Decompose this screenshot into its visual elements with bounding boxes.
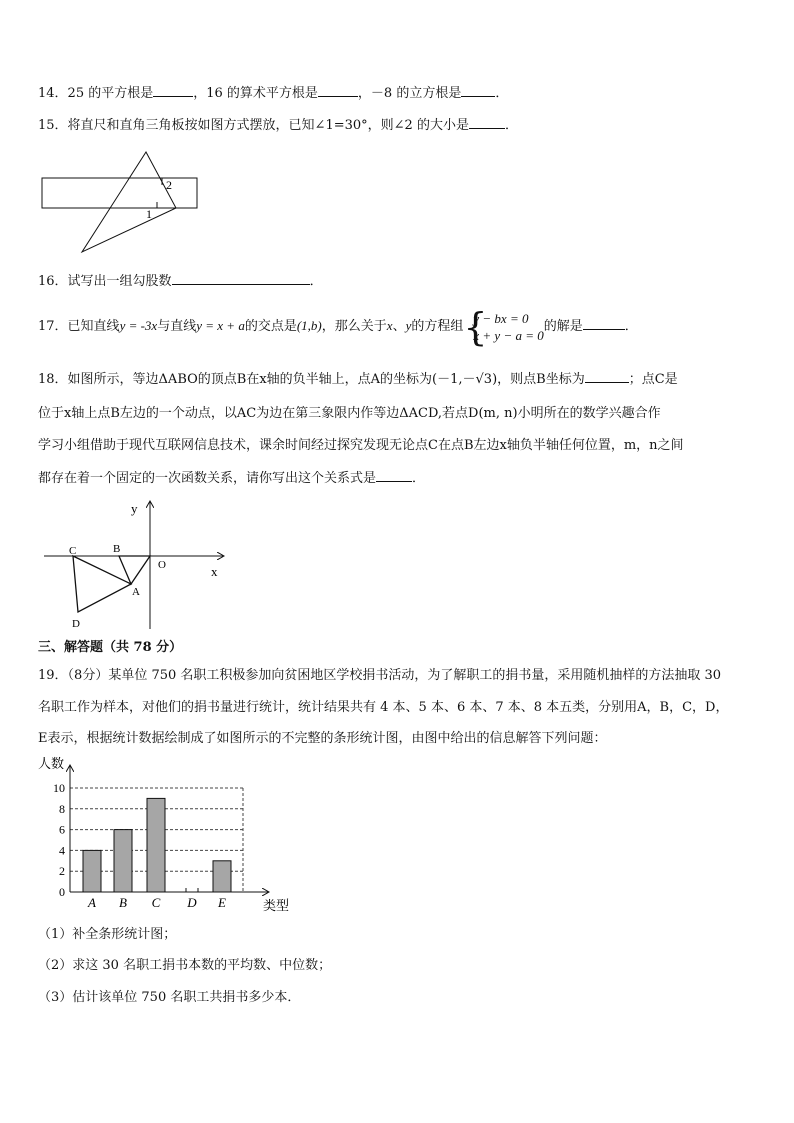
- y-tick-label: 4: [59, 843, 65, 858]
- svg-text:y: y: [131, 501, 138, 516]
- answer-blank: [583, 315, 625, 330]
- question-19-line3: E表示，根据统计数据绘制成了如图所示的不完整的条形统计图，由图中给出的信息解答下列问题：: [38, 731, 607, 746]
- bar-E: [213, 861, 231, 892]
- question-18-line4: 都存在着一个固定的一次函数关系，请你写出这个关系式是 ．: [38, 467, 425, 489]
- question-14: 14．25 的平方根是 ，16 的算术平方根是 ，－8 的立方根是 ．: [38, 82, 508, 104]
- question-19-line2: 名职工作为样本，对他们的捐书量进行统计，统计结果共有 4 本、5 本、6 本、7 本、8 本五类，分别用A，B，C，D，: [38, 700, 729, 715]
- answer-blank: [376, 467, 412, 482]
- y-tick-label: 8: [59, 801, 65, 816]
- answer-blank: [461, 82, 495, 97]
- bar-chart: [30, 752, 310, 914]
- bar-B: [114, 830, 132, 892]
- answer-blank: [469, 114, 505, 129]
- bar-C: [147, 798, 165, 892]
- question-16: 16．试写出一组勾股数 ．: [38, 270, 323, 292]
- svg-text:x: x: [211, 564, 218, 579]
- ruler-triangle-figure: [38, 148, 208, 258]
- question-18-line2: 位于x轴上点B左边的一个动点，以AC为边在第三象限内作等边ΔACD,若点D(m, n)小明所在的数学兴趣合作: [38, 406, 661, 421]
- section-heading: 三、解答题（共 78 分）: [38, 640, 183, 655]
- question-15: 15．将直尺和直角三角板按如图方式摆放，已知∠1=30°，则∠2 的大小是 ．: [38, 114, 518, 136]
- svg-text:O: O: [158, 559, 166, 571]
- answer-blank: [172, 270, 310, 285]
- answer-blank: [153, 82, 193, 97]
- question-19-sub2: （2）求这 30 名职工捐书本数的平均数、中位数；: [38, 958, 332, 973]
- question-19-sub3: （3）估计该单位 750 名职工共捐书多少本．: [38, 990, 301, 1005]
- coordinate-figure: [40, 496, 230, 632]
- x-tick-label-C: C: [151, 895, 161, 910]
- equation-system: { y − bx = 0 x + y − a = 0: [463, 304, 544, 349]
- bar-A: [83, 850, 101, 892]
- y-tick-label: 0: [59, 885, 65, 899]
- svg-text:A: A: [132, 586, 140, 598]
- answer-blank: [585, 368, 629, 383]
- question-18-line3: 学习小组借助于现代互联网信息技术，课余时间经过探究发现无论点C在点B左边x轴负半轴任何位置，m，n之间: [38, 438, 684, 453]
- y-tick-label: 6: [59, 822, 65, 837]
- x-tick-label-E: E: [218, 895, 226, 910]
- question-19-sub1: （1）补全条形统计图；: [38, 927, 177, 942]
- svg-text:D: D: [72, 618, 80, 630]
- angle-2-label: 2: [166, 178, 172, 192]
- angle-1-label: 1: [146, 207, 152, 221]
- question-18-line1: 18．如图所示，等边ΔABO的顶点B在x轴的负半轴上，点A的坐标为(－1,－√3)，则点B坐标为 ；点C是: [38, 368, 678, 390]
- answer-blank: [318, 82, 358, 97]
- y-tick-label: 2: [59, 864, 65, 879]
- svg-text:B: B: [113, 543, 121, 555]
- svg-text:C: C: [69, 545, 77, 557]
- y-tick-label: 10: [53, 781, 65, 795]
- chart-xlabel: 类型: [263, 898, 290, 913]
- chart-ylabel: 人数: [38, 756, 65, 771]
- triangle: [82, 152, 176, 252]
- question-19-line1: 19．（8分）某单位 750 名职工积极参加向贫困地区学校捐书活动，为了解职工的捐书量，采用随机抽样的方法抽取 30: [38, 668, 722, 683]
- x-tick-label-A: A: [88, 895, 96, 910]
- x-tick-label-B: B: [119, 895, 127, 910]
- question-17: 17．已知直线y = -3x与直线y = x + a的交点是(1,b)，那么关于x、y的方程组 { y − bx = 0 x + y − a = 0 的解是 ．: [38, 304, 638, 349]
- x-tick-label-D: D: [187, 895, 197, 910]
